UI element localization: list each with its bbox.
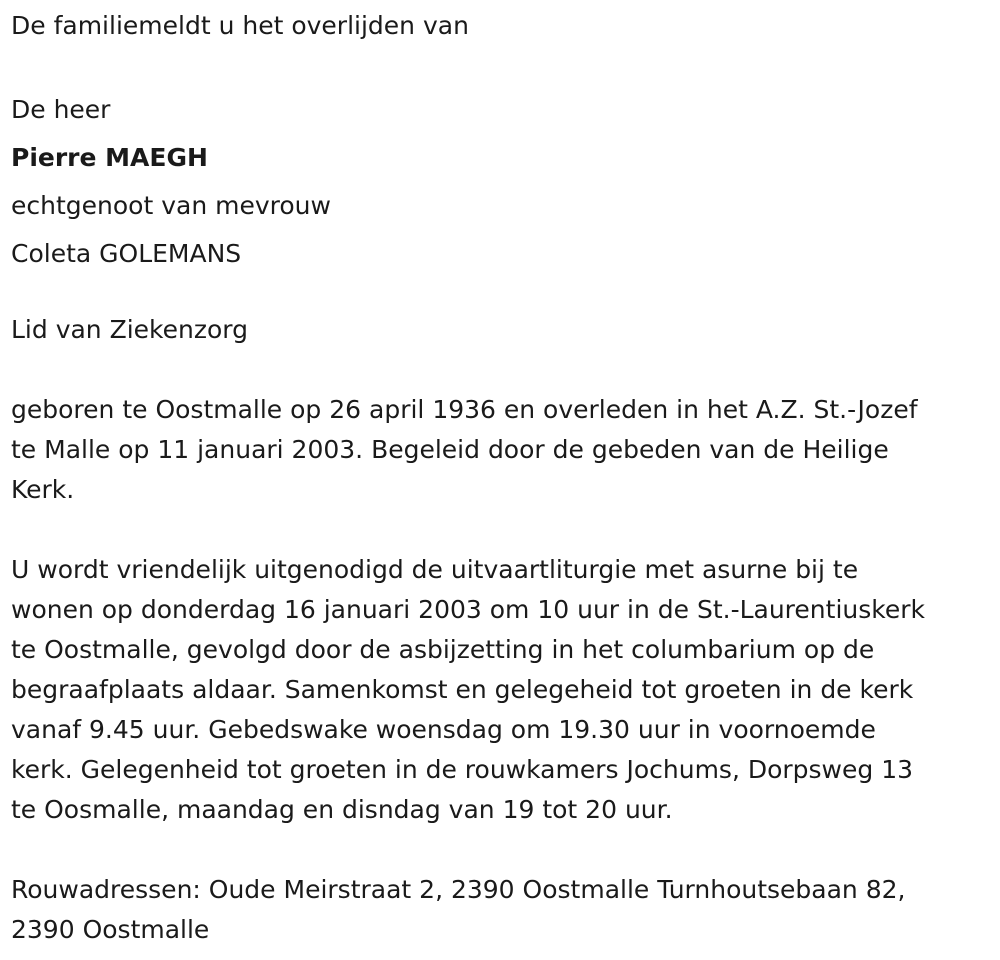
paragraph-line: begraafplaats aldaar. Samenkomst en gelegeheid tot groeten in de kerk — [11, 675, 914, 704]
paragraph-line: U wordt vriendelijk uitgenodigd de uitvaartliturgie met asurne bij te — [11, 555, 859, 584]
paragraph-line: wonen op donderdag 16 januari 2003 om 10 uur in de St.-Laurentiuskerk — [11, 595, 925, 624]
paragraph-line: vanaf 9.45 uur. Gebedswake woensdag om 19.30 uur in voornoemde — [11, 715, 876, 744]
address-paragraph — [11, 870, 986, 950]
paragraph-line: te Oostmalle, gevolgd door de asbijzetting in het columbarium op de — [11, 635, 875, 664]
paragraph-line: te Malle op 11 januari 2003. Begeleid door de gebeden van de Heilige — [11, 435, 889, 464]
funeral-paragraph — [11, 550, 986, 830]
paragraph-line: geboren te Oostmalle op 26 april 1936 en overleden in het A.Z. St.-Jozef — [11, 395, 918, 424]
honorific-title: De heer — [11, 95, 111, 124]
birth-death-paragraph — [11, 390, 986, 510]
spouse-name: Coleta GOLEMANS — [11, 239, 242, 268]
paragraph-line: te Oosmalle, maandag en disndag van 19 tot 20 uur. — [11, 795, 673, 824]
spouse-relation: echtgenoot van mevrouw — [11, 191, 331, 220]
membership-text: Lid van Ziekenzorg — [11, 315, 248, 344]
paragraph-line: Kerk. — [11, 475, 75, 504]
paragraph-line: Rouwadressen: Oude Meirstraat 2, 2390 Oostmalle Turnhoutsebaan 82, — [11, 875, 906, 904]
paragraph-line: 2390 Oostmalle — [11, 915, 210, 944]
intro-text: De familiemeldt u het overlijden van — [11, 11, 469, 40]
paragraph-line: kerk. Gelegenheid tot groeten in de rouwkamers Jochums, Dorpsweg 13 — [11, 755, 914, 784]
deceased-name: Pierre MAEGH — [11, 143, 208, 172]
